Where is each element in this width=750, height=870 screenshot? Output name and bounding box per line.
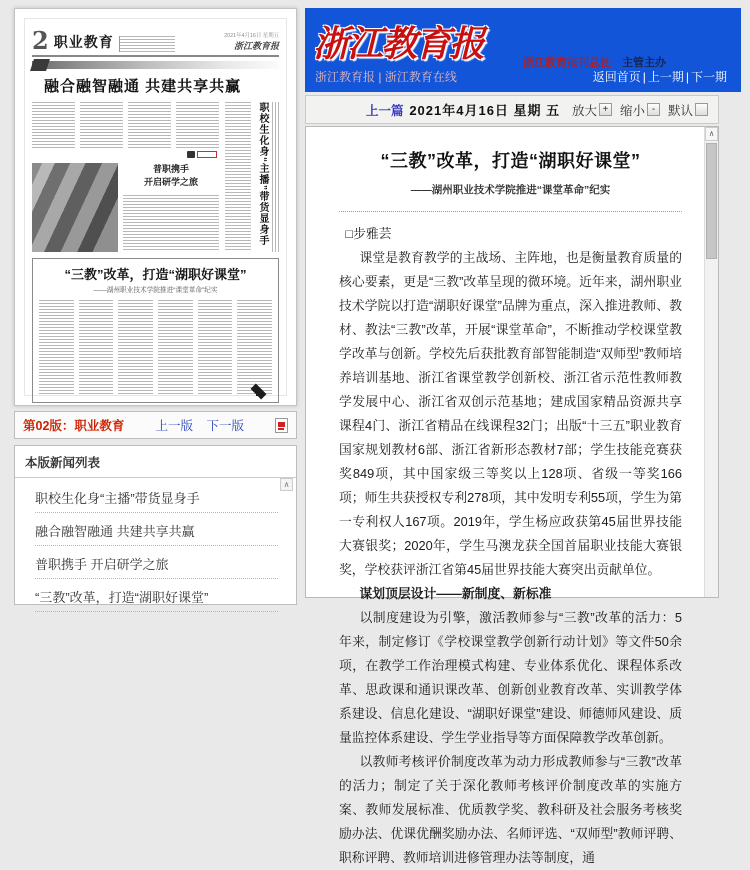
article-paragraph: 课堂是教育教学的主战场、主阵地，也是衡量教育质量的核心要素，更是“三教”改革呈现的微环境。近年来，湖州职业技术学院以打造“湖职好课堂”品牌为重点，深入推进教师、教材、教法“三教”改革，开展“课堂革命”，不断推动学校课堂教学改革与创新。学校先后获批教育部智能制造“双师型”教师培养培训基地、浙江省课堂教学创新校、浙江省示范性教师教学发展中心、浙江省双创示范基地；建成国家精品资源共享课程4门、浙江省精品在线课程32门；出版“十三五”职业教育国家规划教材6部、浙江省新形态教材7部；学生技能竞赛获奖849项，其中国家级三等奖以上128项、省级一等奖166项；师生共获授权专利278项，其中发明专利55项，学生为第一专利权人167项。2019年，学生杨应政获第45届世界技能大赛银奖；2020年，学生马澳龙获全国首届职业技能大赛银奖，学校获评浙江省第45届世界技能大赛突出贡献单位。 <box>339 250 682 577</box>
news-photo <box>32 163 118 252</box>
vertical-headline: 职校生化身“主播”带货显身手 <box>257 102 268 246</box>
article-text-placeholder <box>32 102 219 148</box>
issue-links <box>591 68 729 85</box>
reset-button[interactable] <box>695 103 708 116</box>
dotted-divider <box>339 211 682 212</box>
masthead-text-placeholder <box>119 36 175 52</box>
thumbnail-masthead <box>32 27 279 57</box>
article-toolbar <box>305 95 719 124</box>
issue-date: 2021年4月16日 星期 五 <box>409 103 561 118</box>
site-link-paper[interactable]: 浙江教育报 <box>315 70 376 84</box>
article-paragraph: 以制度建设为引擎，激活教师参与“三教”改革的活力：5年来，制定修订《学校课堂教学创新行动计划》等文件50余项，在教学工作治理模式构建、专业体系优化、课程体系改革、思政课和通识课改革、创新创业教育改革、实训教学体系建设、信息化建设、“湖职好课堂”建设、师德师风建设、质量监控体系建设、学生学业指导等方面保障教学改革创新。 <box>339 610 682 745</box>
link-separator: | <box>685 70 689 84</box>
next-edition-link[interactable]: 下一版 <box>206 419 244 433</box>
article-section-heading: 谋划顶层设计——新制度、新标准 <box>359 586 552 601</box>
end-tag <box>197 151 217 158</box>
home-link[interactable]: 返回首页 <box>592 70 641 84</box>
right-column <box>305 8 741 865</box>
section-title: 职业教育 <box>53 34 114 50</box>
boxed-article-text-placeholder <box>39 300 272 396</box>
thumbnail-main <box>32 102 219 252</box>
zoom-in-label: 放大 <box>571 103 597 118</box>
news-list-item[interactable]: 融合融智融通 共建共享共赢 <box>35 513 278 546</box>
link-separator: | <box>642 70 646 84</box>
edition-nav-links <box>124 416 275 434</box>
reset-label: 默认 <box>667 103 693 118</box>
article-paragraph: 以教师考核评价制度改革为动力形成教师参与“三教”改革的活力；制定了关于深化教师考核评价制度改革的实施方案、教师发展标准、优质教学奖、教科研及社会服务考核奖励办法、优课优酬奖励办法、名师评选、“双师型”教师评聘、职称评聘、教师培训进修管理办法等制度，通 <box>339 754 682 865</box>
next-issue-link[interactable]: 下一期 <box>690 70 727 84</box>
side-text-placeholder <box>225 102 251 252</box>
photo-caption-block <box>123 163 219 252</box>
scroll-up-icon[interactable]: ∧ <box>705 127 718 141</box>
news-list-panel <box>14 445 297 605</box>
link-separator: | <box>378 70 382 84</box>
masthead-right <box>217 30 279 52</box>
thumbnail-side-strip <box>225 102 279 252</box>
prev-article-link[interactable]: 上一篇 <box>366 103 404 118</box>
news-list-item[interactable]: 职校生化身“主播”带货显身手 <box>35 480 278 513</box>
article-panel <box>305 126 719 865</box>
article-content <box>306 127 704 865</box>
photo-caption-line1: 普职携手 <box>153 164 190 174</box>
graduation-cap-icon <box>248 383 272 399</box>
caption-text-placeholder <box>123 195 219 252</box>
site-logo: 浙江教育报 <box>313 23 484 65</box>
news-list-item[interactable]: 普职携手 开启研学之旅 <box>35 546 278 579</box>
zoom-in-button[interactable]: + <box>599 103 612 116</box>
photo-row <box>32 163 219 252</box>
thumbnail-headline-1: 融合融智融通 共建共享共赢 <box>44 78 242 95</box>
qr-glyph <box>187 151 195 158</box>
scroll-up-icon[interactable]: ∧ <box>280 478 293 491</box>
left-column <box>14 8 297 605</box>
zoom-out-button[interactable]: - <box>647 103 660 116</box>
article-body <box>339 222 682 870</box>
photo-caption-line2: 开启研学之旅 <box>144 177 199 187</box>
paper-name-small: 浙江教育报 <box>233 42 279 52</box>
edition-nav-bar <box>14 411 297 439</box>
publisher-name: 浙江教育报刊总社 <box>523 57 611 69</box>
edition-label: 第02版：职业教育 <box>23 419 125 433</box>
newspaper-page <box>24 18 287 396</box>
prev-issue-link[interactable]: 上一期 <box>647 70 684 84</box>
site-link-online[interactable]: 浙江教育在线 <box>384 70 457 84</box>
section-banner <box>32 61 279 69</box>
publisher-role: 主管主办 <box>622 57 667 69</box>
prev-edition-link[interactable]: 上一版 <box>155 419 193 433</box>
newspaper-page-thumbnail[interactable] <box>14 8 297 406</box>
side-text-placeholder-2 <box>272 102 279 252</box>
header-links-row <box>315 68 729 85</box>
pdf-icon[interactable] <box>275 418 288 433</box>
site-links <box>315 68 457 85</box>
thumbnail-body-row <box>32 102 279 252</box>
article-end-mark <box>32 150 217 159</box>
site-header <box>305 8 741 92</box>
news-list-header: 本版新闻列表 <box>15 446 296 478</box>
article-author: □步雅芸 <box>345 226 392 241</box>
zoom-controls <box>566 101 708 119</box>
boxed-article-subtitle: ——湖州职业技术学院推进“课堂革命”纪实 <box>93 287 218 294</box>
article-scrollbar[interactable] <box>704 127 718 597</box>
news-list-item[interactable]: “三教”改革，打造“湖职好课堂” <box>35 579 278 612</box>
boxed-article <box>32 258 279 403</box>
page-number: 2 <box>32 26 49 55</box>
article-title: “三教”改革，打造“湖职好课堂” <box>380 151 641 171</box>
news-items <box>15 478 296 612</box>
boxed-article-title: “三教”改革，打造“湖职好课堂” <box>64 267 247 282</box>
scrollbar-thumb[interactable] <box>706 143 717 259</box>
issue-info: 2021年4月16日 星期五 <box>224 33 279 39</box>
article-subtitle: ——湖州职业技术学院推进“课堂革命”纪实 <box>410 184 611 196</box>
zoom-out-label: 缩小 <box>619 103 645 118</box>
